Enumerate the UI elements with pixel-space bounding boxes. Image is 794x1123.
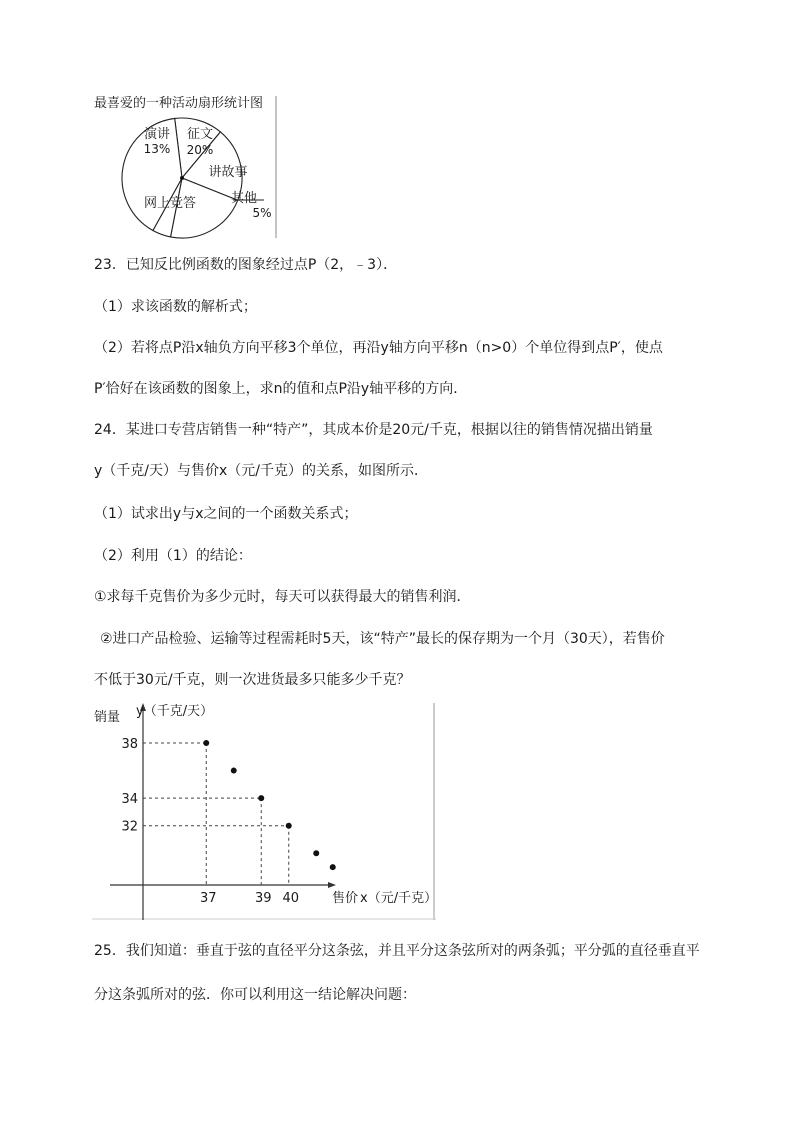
axes <box>110 703 336 920</box>
pie-chart-figure <box>92 92 278 240</box>
y-axis-label: y（千克/天） <box>136 704 214 719</box>
tick-labels <box>121 737 299 906</box>
q24-stem-line2: y（千克/天）与售价x（元/千克）的关系，如图所示． <box>94 463 429 479</box>
pie-slice-label: 网上竞答 <box>143 196 197 211</box>
x-tick-label: 37 <box>199 891 217 906</box>
q23-part2-line2: P′恰好在该函数的图象上，求n的值和点P沿y轴平移的方向． <box>94 381 468 397</box>
q23-part1: （1）求该函数的解析式； <box>94 299 257 315</box>
x-axis-arrow <box>328 882 336 888</box>
data-point <box>258 795 264 801</box>
pie-slice-percent: 13% <box>143 142 171 156</box>
q24-part1: （1）试求出y与x之间的一个函数关系式； <box>94 506 358 522</box>
data-point <box>286 823 292 829</box>
data-point <box>231 768 237 774</box>
q25-line1: 25．我们知道：垂直于弦的直径平分这条弦，并且平分这条弦所对的两条弧；平分弧的直径垂直平 <box>94 943 700 959</box>
pie-slice-label: 征文 <box>186 127 214 142</box>
data-point <box>203 740 209 746</box>
q24-part2: （2）利用（1）的结论： <box>94 548 252 564</box>
q23-part2-line1: （2）若将点P沿x轴负方向平移3个单位，再沿y轴方向平移n（n>0）个单位得到点P′，使点 <box>94 340 663 356</box>
scatter-chart-figure <box>92 703 436 920</box>
pie-slice-label: 演讲 <box>143 127 171 142</box>
dashed-guides <box>143 743 289 885</box>
scatter-chart <box>92 703 436 920</box>
pie-slice-label: 讲故事 <box>208 165 248 180</box>
q24-stem-line1: 24．某进口专营店销售一种“特产”，其成本价是20元/千克，根据以往的销售情况描出销量 <box>94 422 653 438</box>
x-tick-label: 39 <box>254 891 272 906</box>
x-axis-label: x（元/千克） <box>360 891 436 906</box>
x-axis-word: 售价 <box>332 891 359 906</box>
q24-sub2-line2: 不低于30元/千克，则一次进货最多只能多少千克？ <box>94 672 411 688</box>
y-tick-label: 32 <box>121 819 138 835</box>
y-axis-word: 销量 <box>94 710 121 725</box>
pie-center-dot <box>180 176 184 180</box>
q24-sub1: ①求每千克售价为多少元时，每天可以获得最大的销售利润． <box>94 589 471 605</box>
pie-slice-percent: 20% <box>186 143 214 157</box>
q25-line2: 分这条弧所对的弦．你可以利用这一结论解决问题： <box>94 987 416 1003</box>
pie-slice-label: 其他 <box>230 191 258 206</box>
q24-sub2-line1: ②进口产品检验、运输等过程需耗时5天，该“特产”最长的保存期为一个月（30天），若售价 <box>100 631 665 647</box>
data-points <box>203 740 336 870</box>
pie-title: 最喜爱的一种活动扇形统计图 <box>94 96 264 111</box>
data-point <box>330 864 336 870</box>
pie-chart <box>92 92 278 240</box>
data-point <box>313 850 319 856</box>
y-tick-label: 38 <box>121 736 138 752</box>
y-tick-label: 34 <box>121 792 138 808</box>
x-tick-label: 40 <box>282 891 300 906</box>
pie-slice-percent: 5% <box>252 206 272 220</box>
q23-stem: 23．已知反比例函数的图象经过点P（2，﹣3）． <box>94 257 398 273</box>
